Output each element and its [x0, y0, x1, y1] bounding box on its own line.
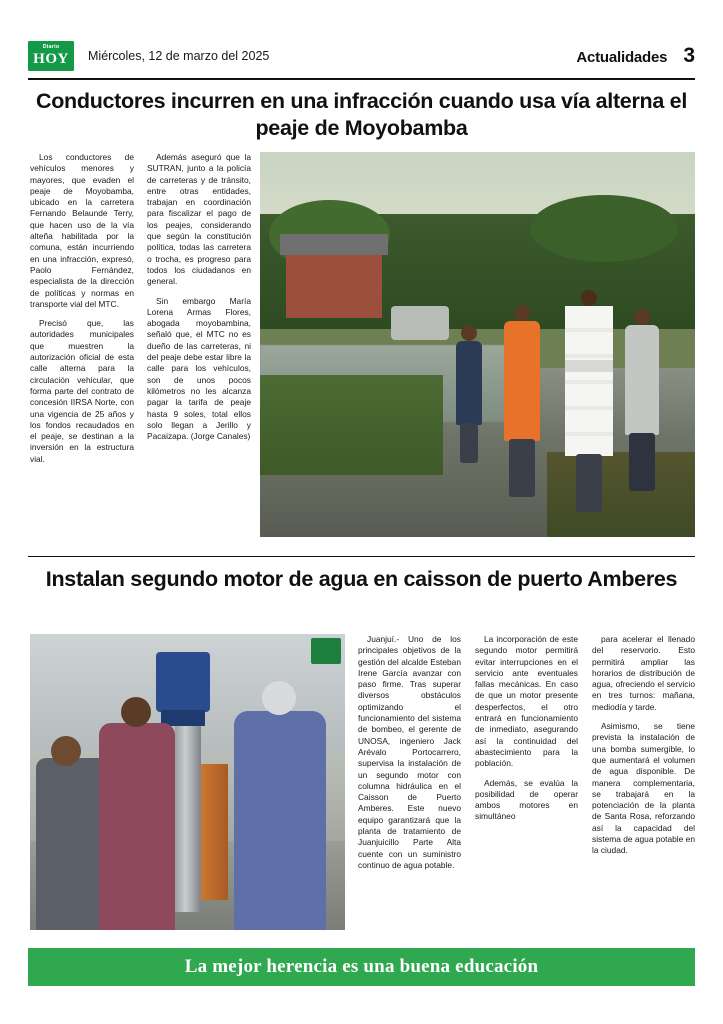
section-title: Actualidades: [576, 49, 668, 66]
masthead-divider: [28, 78, 695, 80]
story2-photo: [30, 634, 345, 930]
story1-c1-p2: Precisó que, las autoridades municipales que muestren la autorización oficial de esta calle alterna para la circulación vehicular, que forma parte del contrato de concesión IIRSA Norte, con una vigencia de 25 años y los fondos recaudados en el peaje, se destinan a la inversión en la estructura vial.: [30, 318, 134, 464]
story2-c3-p1: para acelerar el llenado del reservorio. Esto permitirá ampliar las horarios de distribución de agua, ofreciendo el servicio en tres turnos: mañana, mediodía y tarde.: [592, 634, 695, 712]
photo2-motor: [156, 652, 210, 712]
logo-small-text: Diario: [42, 44, 60, 51]
story2-text-columns: [358, 634, 695, 879]
masthead: [28, 34, 695, 78]
issue-date: Miércoles, 12 de marzo del 2025: [88, 49, 270, 63]
photo1-grass-left: [260, 375, 443, 475]
photo1-person-worker: [565, 306, 613, 456]
masthead-right: [576, 44, 695, 68]
footer-banner: [28, 948, 695, 986]
story1-c2-p1: Además aseguró que la SUTRAN, junto a la policía de carreteras y de tránsito, entre otras entidades, trabajan en coordinación para fiscalizar el pago de los peajes, considerando que según la constitución política, todas las carretera o trocha, es progreso para todos los ciudadanos en general.: [147, 152, 251, 287]
story1-headline: Conductores incurren en una infracción cuando usa vía alterna el peaje de Moyobamba: [35, 89, 688, 141]
story1-column-1: [30, 152, 134, 473]
photo1-person-right: [625, 325, 659, 435]
story1-column-2: [147, 152, 251, 473]
story1-c2-p2: Sin embargo María Lorena Armas Flores, abogada moyobambina, señaló que, el MTC no es dueño de las carreteras, ni del peaje debe estar libre la calle para los vehículos, son de unos pocos kilómetros no les alcanza pagar la tarifa de peaje hasta 9 soles, total ellos solo llegan a Jerillo y Pacaizapa. (Jorge Canales): [147, 295, 251, 442]
story2-column-2: [475, 634, 578, 879]
footer-slogan: La mejor herencia es una buena educación: [184, 956, 539, 977]
story2-column-3: [592, 634, 695, 879]
newspaper-logo: [28, 41, 74, 71]
page-number: 3: [683, 44, 695, 67]
story2-c1-p1: Juanjuí.- Uno de los principales objetivos de la gestión del alcalde Esteban Irene García avanzar con paso firme. Tras superar diversos obstáculos optimizando el funcionamiento del sistema de bombeo, el gerente de UNOSA, ingeniero Jack Arévalo Portocarrero, supervisa la instalación de un segundo motor con columna hidráulica en el Caisson de Puerto Amberes. Este nuevo equipo garantizará que la planta de tratamiento de Juanjuicillo Parte Alta cuente con un suministro continuo de agua potable.: [358, 634, 461, 870]
story1-text-columns: [30, 152, 252, 473]
story2-headline: Instalan segundo motor de agua en caisson de puerto Amberes: [45, 567, 678, 591]
story2-c2-p1: La incorporación de este segundo motor permitirá evitar interrupciones en el servicio ante eventuales fallas mecánicas. En caso de que un motor presente desperfectos, el otro entrará en funcionamiento de inmediato, asegurando así la continuidad del abastecimiento para la población.: [475, 634, 578, 769]
story2-column-1: [358, 634, 461, 879]
photo2-logo-badge: [311, 638, 341, 664]
story1-c1-p1: Los conductores de vehículos menores y mayores, que evaden el peaje de Moyobamba, ubicado en la carretera Fernando Belaunde Terry, que hacen uso de la vía alteña habilitada por la comuna, están incurriendo en una infracción, expresó, Paolo Fernández, especialista de la dirección de políticas y normas en transporte vial del MTC.: [30, 152, 134, 309]
story-divider: [28, 556, 695, 557]
photo1-house: [286, 252, 382, 317]
story1-photo: [260, 152, 695, 537]
photo1-person-back: [456, 341, 482, 425]
story2-c2-p2: Además, se evalúa la posibilidad de operar ambos motores en simultáneo: [475, 777, 578, 822]
story2-c3-p2: Asimismo, se tiene prevista la instalación de una bomba sumergible, lo que aumentará el volumen de agua disponible. De manera complementaria, se trabajará en la potenciación de la planta de Santa Rosa, reforzando así la capacidad del sistema de agua potable en la ciudad.: [592, 721, 695, 856]
photo2-person-right: [234, 711, 326, 930]
photo2-person-center: [99, 723, 175, 930]
photo1-grass-right: [547, 452, 695, 537]
photo2-person-left: [36, 758, 108, 930]
photo1-person-orange: [504, 321, 540, 441]
logo-big-text: HOY: [33, 50, 69, 67]
photo1-vehicle: [391, 306, 449, 340]
